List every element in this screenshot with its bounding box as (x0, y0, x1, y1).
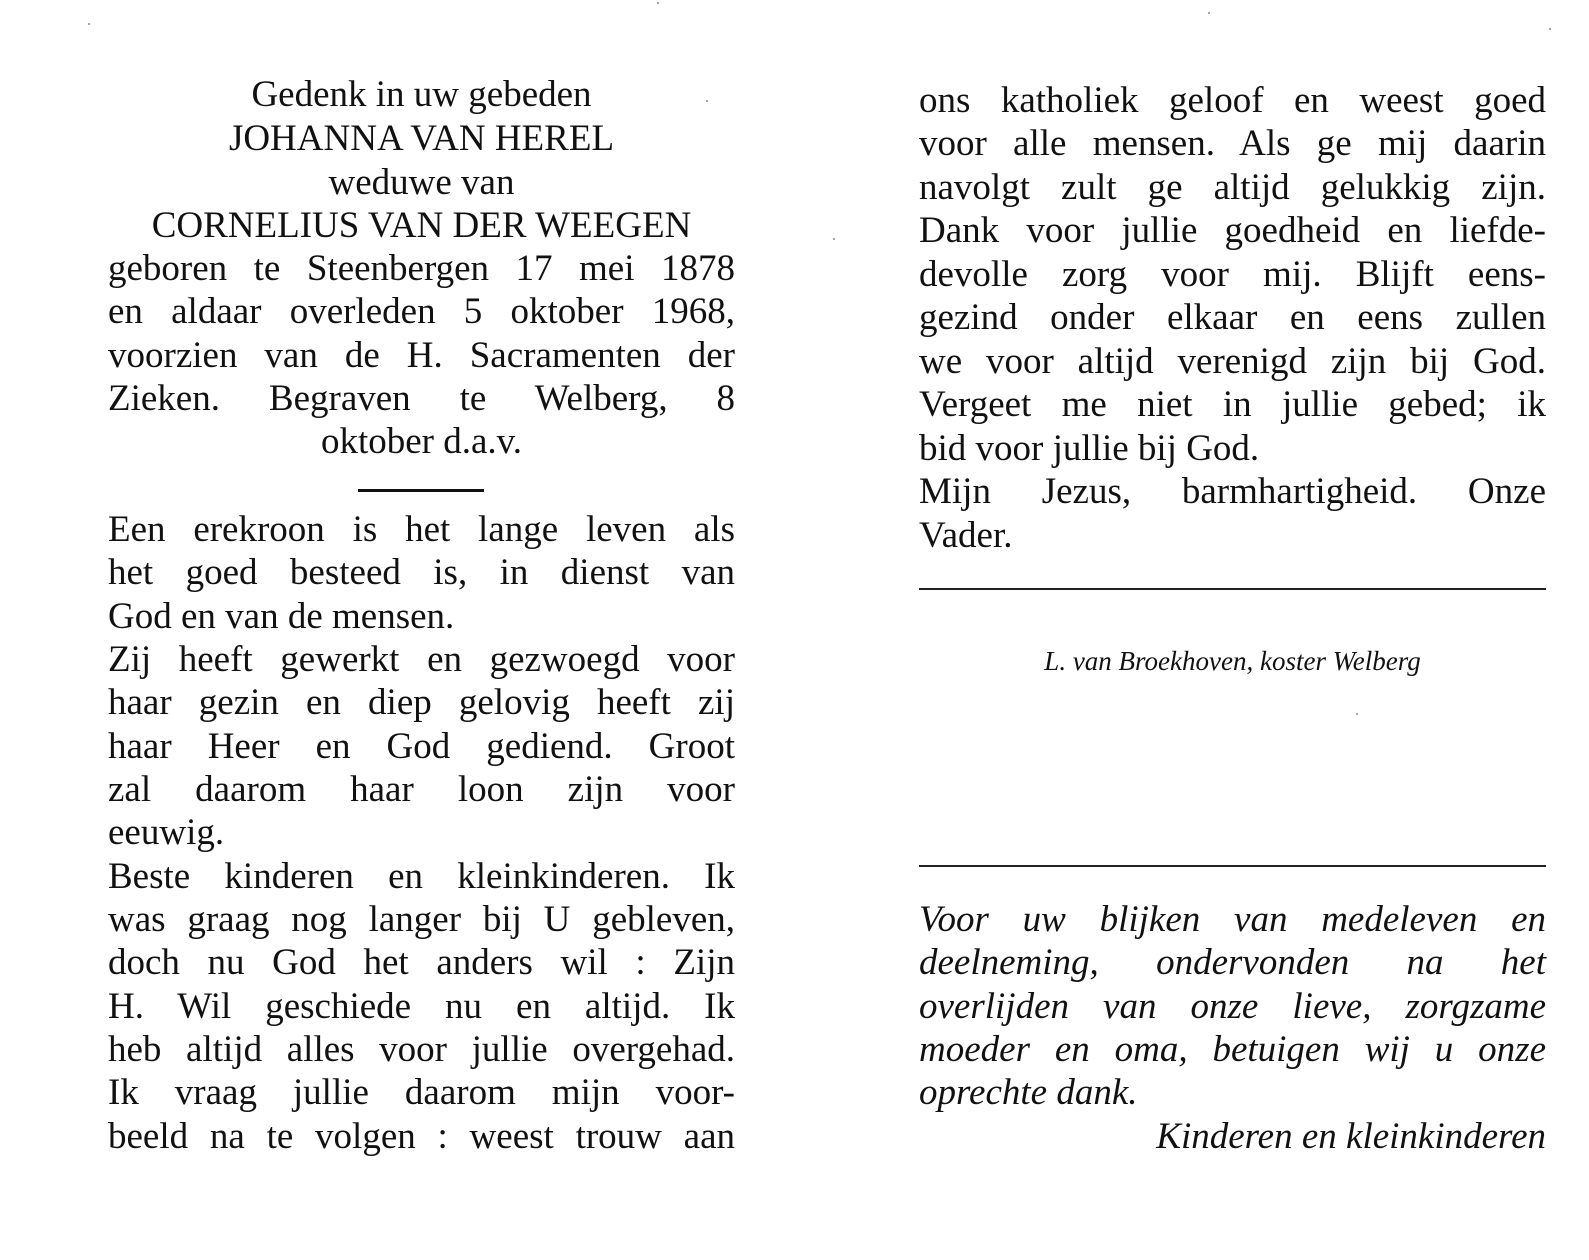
body-line: Zij heeft gewerkt en gezwoegd voor (108, 639, 735, 680)
body-line: Beste kinderen en kleinkinderen. Ik (108, 856, 735, 897)
body-line: gezind onder elkaar en eens zullen (919, 297, 1546, 338)
body-line: navolgt zult ge altijd gelukkig zijn. (919, 167, 1546, 208)
header-prayer-line: Gedenk in uw gebeden (251, 74, 592, 115)
biography-line: en aldaar overleden 5 oktober 1968, (108, 291, 735, 332)
printer-credit: L. van Broekhoven, koster Welberg (1044, 646, 1421, 676)
scan-speck (706, 100, 708, 102)
biography-line: oktober d.a.v. (320, 421, 523, 462)
body-line: voor alle mensen. Als ge mij daarin (919, 123, 1546, 164)
body-line: Een erekroon is het lange leven als (108, 509, 735, 550)
biography-line: geboren te Steenbergen 17 mei 1878 (108, 248, 735, 289)
body-line: zal daarom haar loon zijn voor (108, 769, 735, 810)
body-line: devolle zorg voor mij. Blijft eens- (919, 254, 1546, 295)
body-line: Mijn Jezus, barmhartigheid. Onze (919, 471, 1546, 512)
scan-speck (1356, 713, 1358, 715)
thanks-line: moeder en oma, betuigen wij u onze (919, 1029, 1546, 1070)
scan-speck (1208, 12, 1210, 14)
horizontal-rule (919, 865, 1546, 867)
spouse-name: CORNELIUS VAN DER WEEGEN (151, 205, 692, 246)
body-line: we voor altijd verenigd zijn bij God. (919, 341, 1546, 382)
body-line: Ik vraag jullie daarom mijn voor- (108, 1072, 735, 1113)
deceased-name: JOHANNA VAN HEREL (228, 118, 615, 159)
body-line: het goed besteed is, in dienst van (108, 552, 735, 593)
body-line: ons katholiek geloof en weest goed (919, 80, 1546, 121)
thanks-line: deelneming, ondervonden na het (919, 942, 1546, 983)
body-line: bid voor jullie bij God. (919, 428, 1260, 469)
scan-speck (88, 23, 90, 25)
body-line: God en van de mensen. (108, 596, 455, 637)
body-line: doch nu God het anders wil : Zijn (108, 942, 735, 983)
widow-of-line: weduwe van (328, 162, 515, 203)
thanks-line: oprechte dank. (919, 1072, 1138, 1113)
scan-speck (1549, 28, 1551, 30)
body-line: was graag nog langer bij U gebleven, (108, 899, 735, 940)
body-line: H. Wil geschiede nu en altijd. Ik (108, 986, 735, 1027)
body-line: heb altijd alles voor jullie overgehad. (108, 1029, 735, 1070)
horizontal-rule (919, 588, 1546, 590)
body-line: Dank voor jullie goedheid en liefde- (919, 210, 1546, 251)
scan-speck (833, 238, 835, 240)
biography-line: voorzien van de H. Sacramenten der (108, 335, 735, 376)
body-line: eeuwig. (108, 812, 225, 853)
scan-speck (657, 2, 659, 4)
biography-line: Zieken. Begraven te Welberg, 8 (108, 378, 735, 419)
body-line: Vader. (919, 515, 1013, 556)
thanks-line: overlijden van onze lieve, zorgzame (919, 986, 1546, 1027)
body-line: Vergeet me niet in jullie gebed; ik (919, 384, 1546, 425)
thanks-line: Voor uw blijken van medeleven en (919, 899, 1546, 940)
body-line: haar gezin en diep gelovig heeft zij (108, 682, 735, 723)
body-line: beeld na te volgen : weest trouw aan (108, 1116, 735, 1157)
separator-dash (358, 489, 484, 492)
signature-line: Kinderen en kleinkinderen (1156, 1116, 1546, 1157)
body-line: haar Heer en God gediend. Groot (108, 726, 735, 767)
